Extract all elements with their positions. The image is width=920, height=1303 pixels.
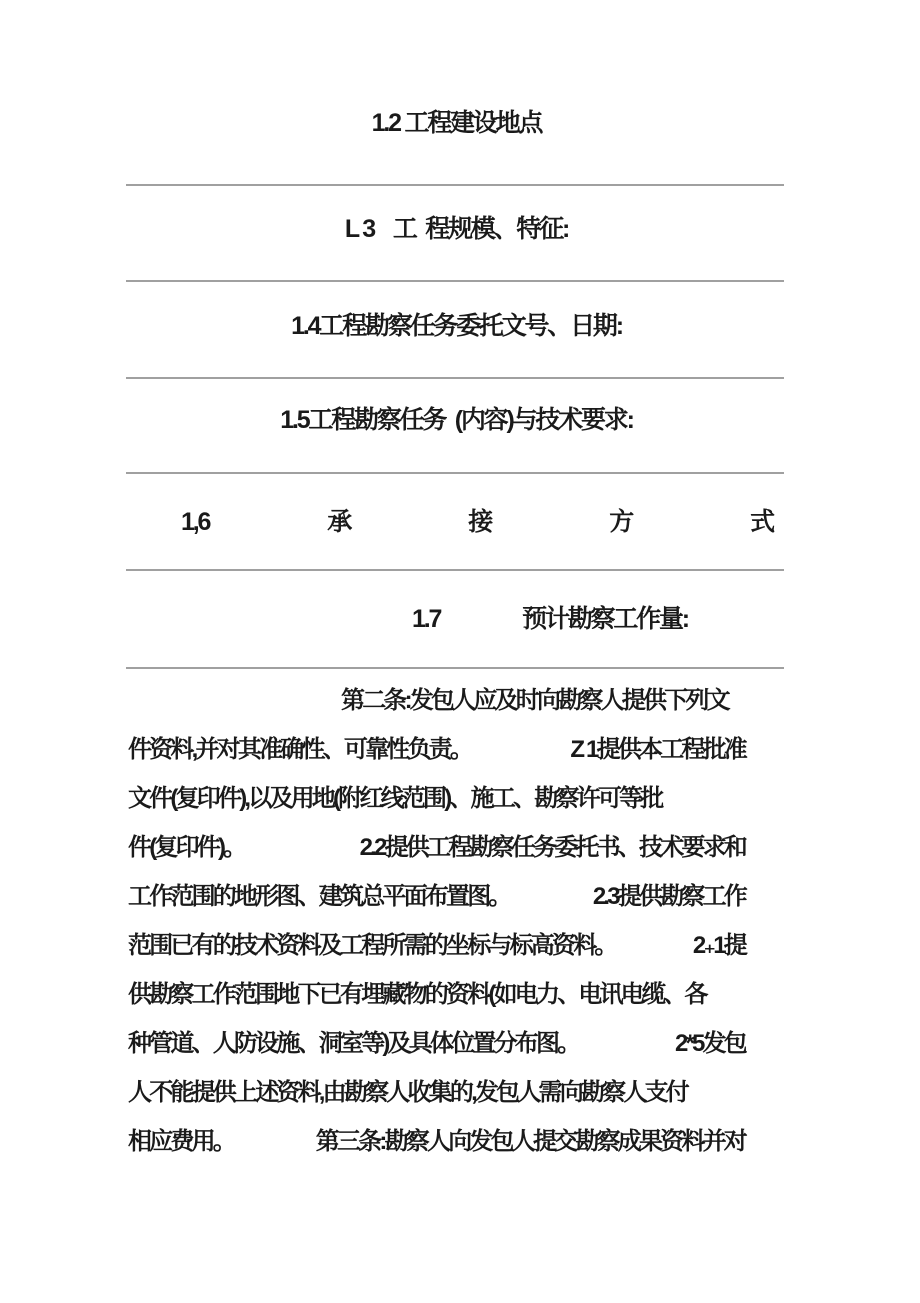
section-heading-1-4: 1.4工程勘察任务委托文号、日期:	[291, 312, 622, 340]
section-heading-1-6	[181, 505, 773, 539]
section-divider-3	[126, 377, 784, 379]
heading-1-7-label: 预计勘察工作量:	[522, 605, 688, 633]
body-line-8	[128, 1019, 745, 1068]
body-paragraph	[128, 676, 745, 1166]
body-line-3: 文件(复印件),以及用地(附红线范围)、施工、勘察许可等批	[128, 785, 662, 812]
section-divider-1	[126, 184, 784, 186]
heading-1-7-number: 1.7	[412, 605, 441, 633]
body-line-segment: 2.3提供勘察工作	[592, 883, 745, 910]
body-line-4	[128, 823, 745, 872]
body-line-segment: 件资料,并对其准确性、可靠性负责。	[128, 736, 472, 763]
body-line-segment: Z 1提供本工程批准	[570, 736, 745, 763]
body-line-9: 人不能提供上述资料,由勘察人收集的,发包人需向勘察人支付	[128, 1079, 687, 1106]
body-line-segment: 种管道、人防设施、洞室等)及具体位置分布图。	[128, 1030, 579, 1057]
body-line-2	[128, 725, 745, 774]
body-line-10	[128, 1117, 745, 1166]
body-line-segment: 2.2提供工程勘察任务委托书、技术要求和	[359, 834, 745, 861]
body-line-segment: 2₊1提	[692, 932, 745, 959]
body-line-segment: 第三条:勘察人向发包人提交勘察成果资料并对	[315, 1128, 745, 1155]
section-heading-1-3: L 3 工 程规模、特征:	[344, 215, 569, 243]
section-divider-6	[126, 667, 784, 669]
section-divider-5	[126, 569, 784, 571]
body-line-segment: 工作范围的地形图、建筑总平面布置图。	[128, 883, 510, 910]
body-line-7: 供勘察工作范围地下已有埋藏物的资料(如电力、电讯电缆、各	[128, 981, 706, 1008]
body-line-1: 第二条:发包人应及时向勘察人提供下列文	[341, 687, 728, 714]
heading-1-6-char: 方	[609, 508, 633, 536]
heading-1-6-number: 1,6	[181, 508, 210, 536]
body-line-segment: 件(复印件)。	[128, 834, 245, 861]
section-divider-2	[126, 280, 784, 282]
section-heading-1-7	[412, 602, 688, 636]
body-line-segment: 范围已有的技术资料及工程所需的坐标与标高资料。	[128, 932, 616, 959]
body-line-segment: 相应费用。	[128, 1128, 234, 1155]
section-heading-1-5: 1.5工程勘察任务 (内容)与技术要求:	[280, 406, 633, 434]
section-heading-1-2: 1.2 工程建设地点	[371, 109, 542, 137]
body-line-5	[128, 872, 745, 921]
heading-1-6-char: 接	[468, 508, 492, 536]
heading-1-6-char: 式	[750, 508, 773, 536]
heading-1-6-char: 承	[327, 508, 351, 536]
body-line-segment: 2*5发包	[674, 1030, 745, 1057]
section-divider-4	[126, 472, 784, 474]
body-line-6	[128, 921, 745, 970]
